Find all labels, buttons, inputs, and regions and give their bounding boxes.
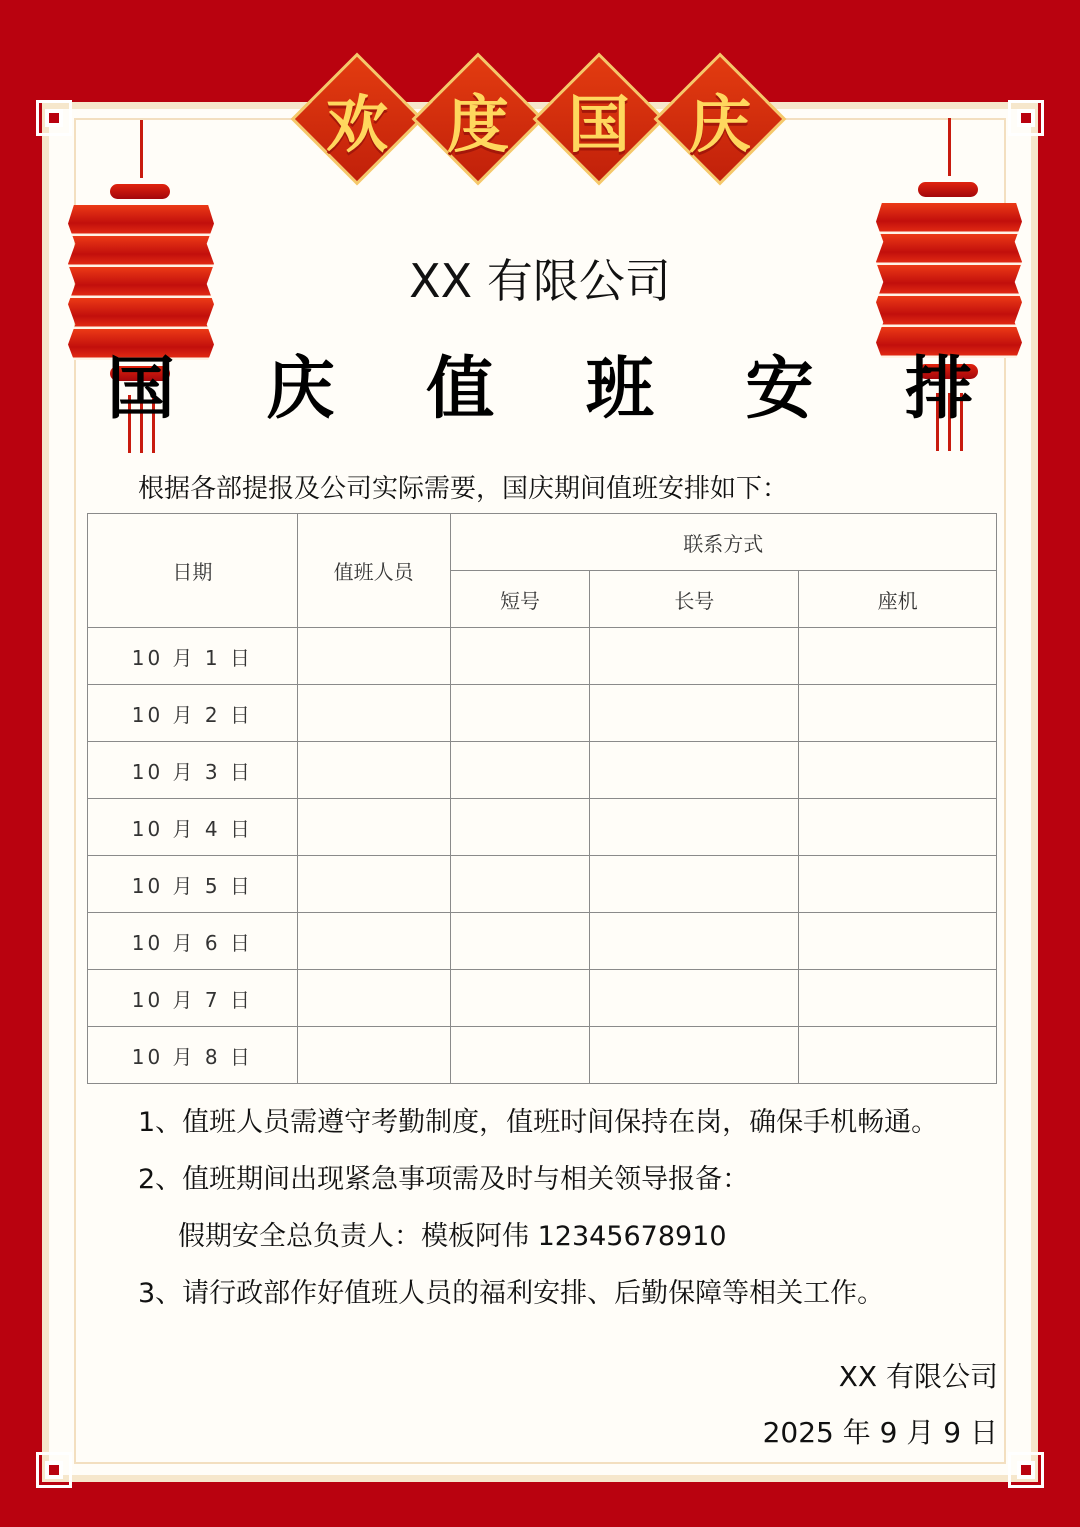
short-cell: [450, 1027, 590, 1084]
note-2: 2、值班期间出现紧急事项需及时与相关领导报备：: [138, 1164, 750, 1195]
note-3: 3、请行政部作好值班人员的福利安排、后勤保障等相关工作。: [138, 1278, 885, 1309]
staff-cell: [297, 685, 450, 742]
date-cell: 10 月 1 日: [88, 628, 298, 685]
landline-cell: [799, 913, 997, 970]
banner-diamond: [290, 52, 430, 192]
corner-ornament-icon: [1008, 1452, 1046, 1490]
landline-cell: [799, 685, 997, 742]
date-cell: 10 月 6 日: [88, 913, 298, 970]
staff-cell: [297, 628, 450, 685]
landline-cell: [799, 628, 997, 685]
long-cell: [590, 856, 799, 913]
short-cell: [450, 913, 590, 970]
table-row: [88, 628, 997, 685]
date-cell: 10 月 3 日: [88, 742, 298, 799]
table-row: [88, 913, 997, 970]
intro-text: 根据各部提报及公司实际需要，国庆期间值班安排如下：: [138, 474, 789, 504]
table-row: [88, 685, 997, 742]
header-contact: 联系方式: [450, 514, 996, 571]
long-cell: [590, 628, 799, 685]
staff-cell: [297, 1027, 450, 1084]
long-cell: [590, 799, 799, 856]
banner-char: 欢: [325, 87, 388, 161]
duty-schedule-table: [87, 513, 997, 1084]
banner-diamond: [653, 52, 793, 192]
landline-cell: [799, 1027, 997, 1084]
staff-cell: [297, 970, 450, 1027]
long-cell: [590, 913, 799, 970]
banner-char: 庆: [688, 87, 751, 161]
short-cell: [450, 799, 590, 856]
banner-diamond: [532, 52, 672, 192]
staff-cell: [297, 913, 450, 970]
landline-cell: [799, 856, 997, 913]
long-cell: [590, 742, 799, 799]
date-cell: 10 月 4 日: [88, 799, 298, 856]
banner-char: 度: [446, 87, 509, 161]
table-row: [88, 970, 997, 1027]
corner-ornament-icon: [36, 1452, 74, 1490]
landline-cell: [799, 742, 997, 799]
short-cell: [450, 856, 590, 913]
page-title: 国 庆 值 班 安 排: [106, 350, 1008, 429]
signature-date: 2025 年 9 月 9 日: [762, 1416, 998, 1449]
landline-cell: [799, 799, 997, 856]
signature-company: XX 有限公司: [838, 1360, 998, 1393]
short-cell: [450, 742, 590, 799]
long-cell: [590, 970, 799, 1027]
short-cell: [450, 970, 590, 1027]
date-cell: 10 月 8 日: [88, 1027, 298, 1084]
table-row: [88, 856, 997, 913]
table-row: [88, 742, 997, 799]
short-cell: [450, 628, 590, 685]
note-1: 1、值班人员需遵守考勤制度，值班时间保持在岗，确保手机畅通。: [138, 1107, 939, 1138]
landline-cell: [799, 970, 997, 1027]
date-cell: 10 月 2 日: [88, 685, 298, 742]
long-cell: [590, 1027, 799, 1084]
staff-cell: [297, 742, 450, 799]
banner-char: 国: [567, 87, 630, 161]
table-row: [88, 1027, 997, 1084]
staff-cell: [297, 856, 450, 913]
header-landline: 座机: [799, 571, 997, 628]
long-cell: [590, 685, 799, 742]
header-long-number: 长号: [590, 571, 799, 628]
short-cell: [450, 685, 590, 742]
staff-cell: [297, 799, 450, 856]
header-staff: 值班人员: [297, 514, 450, 628]
header-short-number: 短号: [450, 571, 590, 628]
table-header-row: [88, 514, 997, 571]
date-cell: 10 月 5 日: [88, 856, 298, 913]
header-date: 日期: [88, 514, 298, 628]
banner-diamond: [411, 52, 551, 192]
note-2-contact: 假期安全总负责人：模板阿伟 12345678910: [178, 1221, 727, 1252]
company-name: XX 有限公司: [409, 254, 671, 308]
date-cell: 10 月 7 日: [88, 970, 298, 1027]
table-row: [88, 799, 997, 856]
